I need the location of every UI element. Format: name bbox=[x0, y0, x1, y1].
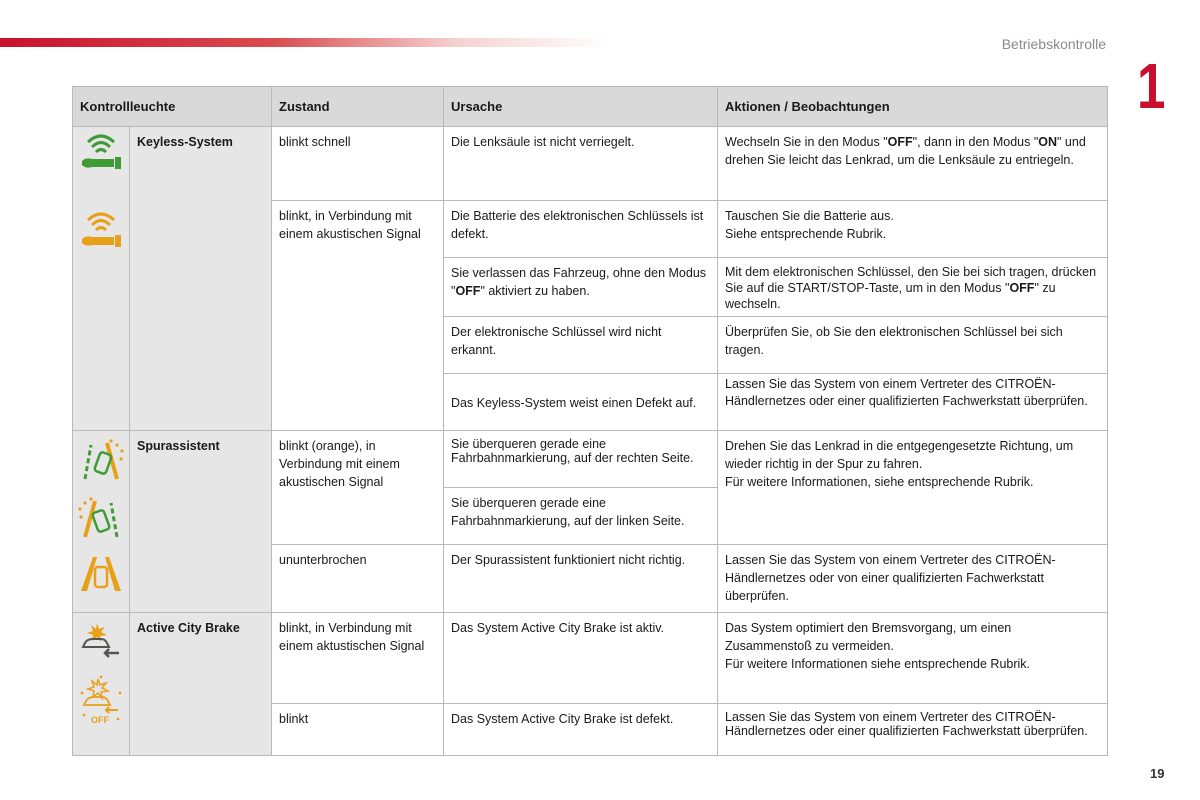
lane-right-icon bbox=[77, 437, 125, 481]
spur-icon-cell bbox=[73, 431, 130, 613]
spur-r1-zustand: blinkt (orange), in Verbindung mit einem akustischen Signal bbox=[272, 431, 444, 545]
keyless-r3-ursache bbox=[444, 258, 718, 317]
off-label: OFF bbox=[91, 715, 109, 725]
table-row bbox=[73, 127, 1108, 201]
acb-r2-ursache: Das System Active City Brake ist defekt. bbox=[444, 704, 718, 756]
keyless-r1-ursache: Die Lenksäule ist nicht verriegelt. bbox=[444, 127, 718, 201]
text-run: ", dann in den Modus " bbox=[912, 135, 1039, 149]
city-brake-icon bbox=[79, 619, 123, 661]
header-accent-bar bbox=[0, 38, 610, 47]
keyless-orange-icon bbox=[78, 211, 124, 251]
table-row bbox=[73, 431, 1108, 488]
mode-off-label: OFF bbox=[887, 135, 913, 149]
header-zustand: Zustand bbox=[272, 87, 444, 127]
page-number: 19 bbox=[1150, 766, 1165, 781]
warning-lights-table bbox=[72, 86, 1108, 756]
acb-r2-zustand: blinkt bbox=[272, 704, 444, 756]
text-run: Wechseln Sie in den Modus " bbox=[725, 135, 888, 149]
text-line: Für weitere Informationen siehe entsprechende Rubrik. bbox=[725, 657, 1031, 671]
spur-r2-ursache: Sie überqueren gerade eine Fahrbahnmarkierung, auf der linken Seite. bbox=[444, 488, 718, 545]
header-ursache: Ursache bbox=[444, 87, 718, 127]
text-run: " aktiviert zu haben. bbox=[480, 284, 590, 298]
text-run: Sie verlassen das Fahrzeug, ohne den Modus " bbox=[451, 266, 707, 298]
keyless-r5-aktion: Lassen Sie das System von einem Vertreter des CITROËN-Händlernetzes oder einer qualifizierten Fachwerkstatt überprüfen. bbox=[718, 374, 1108, 431]
spur-r3-aktion: Lassen Sie das System von einem Vertreter des CITROËN-Händlernetzes oder von einer qualifizierten Fachwerkstatt überprüfen. bbox=[718, 545, 1108, 613]
mode-off-label: OFF bbox=[455, 284, 481, 298]
lane-left-icon bbox=[77, 495, 125, 539]
text-line: Siehe entsprechende Rubrik. bbox=[725, 227, 887, 241]
text-run: " und drehen Sie leicht das Lenkrad, um die Lenksäule zu entriegeln. bbox=[725, 135, 1086, 167]
text-line: Tauschen Sie die Batterie aus. bbox=[725, 209, 894, 223]
lane-fault-icon bbox=[77, 553, 125, 593]
keyless-name: Keyless-System bbox=[130, 127, 272, 431]
acb-name: Active City Brake bbox=[130, 613, 272, 756]
acb-r1-ursache: Das System Active City Brake ist aktiv. bbox=[444, 613, 718, 704]
city-brake-off-icon bbox=[78, 675, 124, 725]
text-line: Drehen Sie das Lenkrad in die entgegengesetzte Richtung, um wieder richtig in der Spur zu fahren. bbox=[725, 439, 1074, 471]
mode-off-label: OFF bbox=[1009, 281, 1035, 295]
text-run: " zu wechseln. bbox=[725, 281, 1056, 311]
text-line: Für weitere Informationen, siehe entsprechende Rubrik. bbox=[725, 475, 1034, 489]
text-line: Das System optimiert den Bremsvorgang, um einen Zusammenstoß zu vermeiden. bbox=[725, 621, 1012, 653]
table-header-row bbox=[73, 87, 1108, 127]
keyless-r5-ursache: Das Keyless-System weist einen Defekt auf. bbox=[444, 374, 718, 431]
spur-name: Spurassistent bbox=[130, 431, 272, 613]
header-kontrollleuchte: Kontrollleuchte bbox=[73, 87, 272, 127]
acb-icon-cell bbox=[73, 613, 130, 756]
acb-r2-aktion: Lassen Sie das System von einem Vertreter des CITROËN-Händlernetzes oder einer qualifizierten Fachwerkstatt überprüfen. bbox=[718, 704, 1108, 756]
keyless-r1-zustand: blinkt schnell bbox=[272, 127, 444, 201]
table-row bbox=[73, 613, 1108, 704]
keyless-r2-ursache: Die Batterie des elektronischen Schlüssels ist defekt. bbox=[444, 201, 718, 258]
section-title: Betriebskontrolle bbox=[1001, 36, 1106, 52]
keyless-r1-aktion bbox=[718, 127, 1108, 201]
header-aktionen: Aktionen / Beobachtungen bbox=[718, 87, 1108, 127]
text-run: Mit dem elektronischen Schlüssel, den Sie bei sich tragen, drücken Sie auf die START/STOP-Taste, um in den Modus " bbox=[725, 265, 1097, 295]
keyless-r4-ursache: Der elektronische Schlüssel wird nicht erkannt. bbox=[444, 317, 718, 374]
spur-r3-ursache: Der Spurassistent funktioniert nicht richtig. bbox=[444, 545, 718, 613]
spur-r1-ursache: Sie überqueren gerade eine Fahrbahnmarkierung, auf der rechten Seite. bbox=[444, 431, 718, 488]
keyless-green-icon bbox=[78, 133, 124, 173]
spur-r1-aktion bbox=[718, 431, 1108, 545]
keyless-icon-cell bbox=[73, 127, 130, 431]
chapter-number: 1 bbox=[1137, 50, 1166, 122]
keyless-r4-aktion: Überprüfen Sie, ob Sie den elektronischen Schlüssel bei sich tragen. bbox=[718, 317, 1108, 374]
acb-r1-zustand: blinkt, in Verbindung mit einem aktustischen Signal bbox=[272, 613, 444, 704]
keyless-r3-aktion bbox=[718, 258, 1108, 317]
mode-on-label: ON bbox=[1038, 135, 1058, 149]
spur-r3-zustand: ununterbrochen bbox=[272, 545, 444, 613]
keyless-r2-aktion bbox=[718, 201, 1108, 258]
keyless-r2-zustand: blinkt, in Verbindung mit einem akustischen Signal bbox=[272, 201, 444, 431]
acb-r1-aktion bbox=[718, 613, 1108, 704]
